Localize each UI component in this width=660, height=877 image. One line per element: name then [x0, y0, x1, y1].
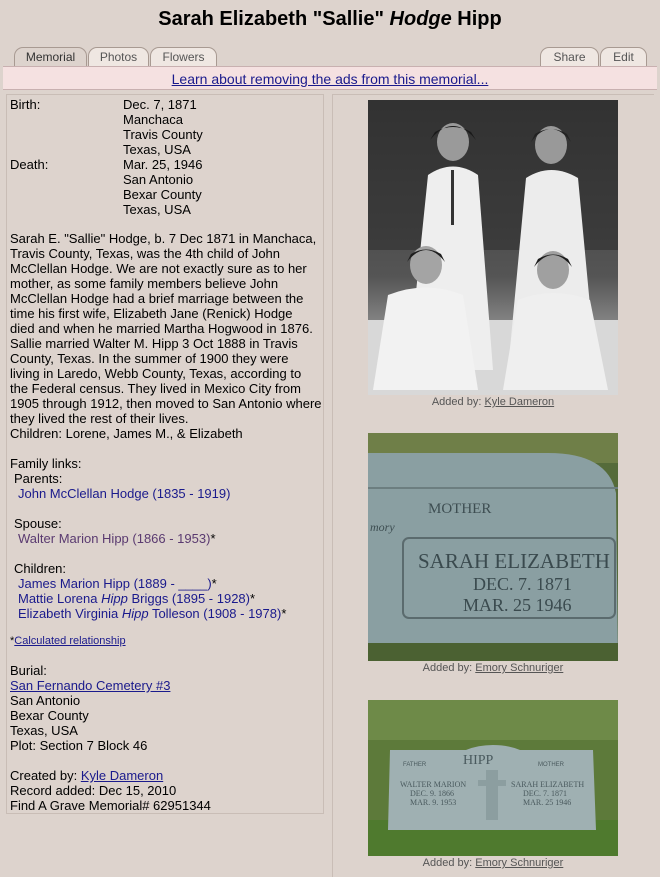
death-place-state: Texas, USA	[123, 202, 191, 217]
death-label: Death:	[10, 157, 49, 172]
bio-line: they lived the rest of their lives.	[10, 411, 189, 426]
death-date: Mar. 25, 1946	[123, 157, 203, 172]
calculated-star: *	[249, 591, 256, 606]
bio-line: the Federal census. They lived in Mexico City from	[10, 381, 301, 396]
spouse-link[interactable]: Walter Marion Hipp (1866 - 1953)	[18, 531, 211, 546]
calculated-relationship-link[interactable]: Calculated relationship	[14, 635, 126, 647]
bio-line: mother, as some family members believe John	[10, 276, 279, 291]
bio-line: Sarah E. "Sallie" Hodge, b. 7 Dec 1871 in Manchaca,	[10, 231, 317, 246]
headstone-closeup-photo[interactable]	[368, 433, 618, 661]
photo-caption: Added by: Emory Schnuriger	[422, 857, 564, 869]
stone-family-name: HIPP	[463, 753, 494, 768]
stone-label: MOTHER	[428, 501, 492, 517]
ad-removal-banner	[3, 66, 657, 90]
stone-left-label: FATHER	[403, 762, 427, 768]
bio-line: Children: Lorene, James M., & Elizabeth	[10, 426, 243, 441]
child-row	[18, 591, 255, 606]
birth-date: Dec. 7, 1871	[123, 97, 197, 112]
burial-city: San Antonio	[10, 693, 81, 708]
created-by: Created by: Kyle Dameron	[10, 768, 164, 783]
headstone-full-photo[interactable]	[368, 700, 618, 856]
birth-place-state: Texas, USA	[123, 142, 191, 157]
children-label: Children:	[14, 561, 67, 576]
record-added: Record added: Dec 15, 2010	[10, 783, 177, 798]
family-portrait-photo[interactable]	[368, 100, 618, 395]
parents-label: Parents:	[14, 471, 63, 486]
tab-memorial[interactable]: Memorial	[14, 47, 87, 66]
stone-side-text: mory	[370, 520, 395, 534]
bio-line: McClellan Hodge. We are not exactly sure as to her	[10, 261, 307, 276]
stone-right-label: MOTHER	[538, 762, 564, 768]
burial-plot: Plot: Section 7 Block 46	[10, 738, 148, 753]
ad-removal-link[interactable]: Learn about removing the ads from this memorial...	[171, 71, 489, 87]
spouse-row	[18, 531, 216, 546]
bio-line: died and when he married Martha Hogwood in 1876.	[10, 321, 313, 336]
death-place-city: San Antonio	[123, 172, 194, 187]
bio-line: McClellan Hodge had a brief marriage between the	[10, 291, 304, 306]
child-link-mattie[interactable]: Mattie Lorena Hipp Briggs (1895 - 1928)	[18, 591, 250, 606]
bio-line: living in Laredo, Webb County, Texas, according to	[10, 366, 302, 381]
bio-line: County, Texas. In the summer of 1900 they were	[10, 351, 289, 366]
stone-right-name: SARAH ELIZABETH	[511, 780, 585, 789]
photo-caption: Added by: Emory Schnuriger	[422, 662, 564, 674]
photo-caption: Added by: Kyle Dameron	[431, 396, 555, 408]
tab-share[interactable]: Share	[540, 47, 599, 66]
stone-left-born: DEC. 9. 1866	[410, 789, 454, 798]
stone-died: MAR. 25 1946	[463, 595, 572, 615]
stone-name: SARAH ELIZABETH	[418, 549, 610, 573]
spouse-label: Spouse:	[14, 516, 62, 531]
headstone-closeup-image	[368, 433, 618, 661]
stone-left-name: WALTER MARION	[400, 780, 467, 789]
tab-flowers[interactable]: Flowers	[150, 47, 217, 66]
burial-label: Burial:	[10, 663, 47, 678]
parent-link[interactable]: John McClellan Hodge (1835 - 1919)	[18, 486, 231, 501]
stone-born: DEC. 7. 1871	[473, 574, 572, 594]
family-links-heading: Family links:	[10, 456, 82, 471]
memorial-id: Find A Grave Memorial# 62951344	[10, 798, 211, 813]
photo-contributor-link[interactable]: Kyle Dameron	[484, 396, 555, 408]
bio-line: 1905 through 1912, then moved to San Antonio where	[10, 396, 322, 411]
stone-right-born: DEC. 7. 1871	[523, 789, 567, 798]
photo-contributor-link[interactable]: Emory Schnuriger	[475, 662, 564, 674]
child-link-james[interactable]: James Marion Hipp (1889 - ____)	[18, 576, 212, 591]
bio-line: time his first wife, Elizabeth Jane (Renick) Hodge	[10, 306, 293, 321]
creator-link[interactable]: Kyle Dameron	[80, 768, 164, 783]
death-place-county: Bexar County	[123, 187, 202, 202]
birth-place-county: Travis County	[123, 127, 203, 142]
stone-left-died: MAR. 9. 1953	[410, 798, 457, 807]
calculated-star: *	[281, 606, 287, 621]
bio-line: Sallie married Walter M. Hipp 3 Oct 1888 in Travis	[10, 336, 298, 351]
page-title: Sarah Elizabeth "Sallie" Hodge Hipp	[158, 8, 502, 30]
birth-label: Birth:	[10, 97, 41, 112]
calculated-note: *Calculated relationship	[10, 635, 126, 647]
photo-contributor-link[interactable]: Emory Schnuriger	[475, 857, 564, 869]
calculated-star: *	[211, 576, 217, 591]
bio-line: Travis County, Texas, was the 4th child of John	[10, 246, 281, 261]
child-link-elizabeth[interactable]: Elizabeth Virginia Hipp Tolleson (1908 - 1978)	[18, 606, 282, 621]
calculated-star: *	[210, 531, 216, 546]
portrait-image	[368, 100, 618, 395]
tab-edit[interactable]: Edit	[600, 47, 647, 66]
stone-right-died: MAR. 25 1946	[523, 798, 572, 807]
child-row	[18, 576, 217, 591]
cemetery-link[interactable]: San Fernando Cemetery #3	[10, 678, 171, 693]
burial-county: Bexar County	[10, 708, 89, 723]
burial-state: Texas, USA	[10, 723, 78, 738]
tab-photos[interactable]: Photos	[88, 47, 149, 66]
child-row	[18, 606, 286, 621]
headstone-full-image	[368, 700, 618, 856]
birth-place-city: Manchaca	[123, 112, 183, 127]
